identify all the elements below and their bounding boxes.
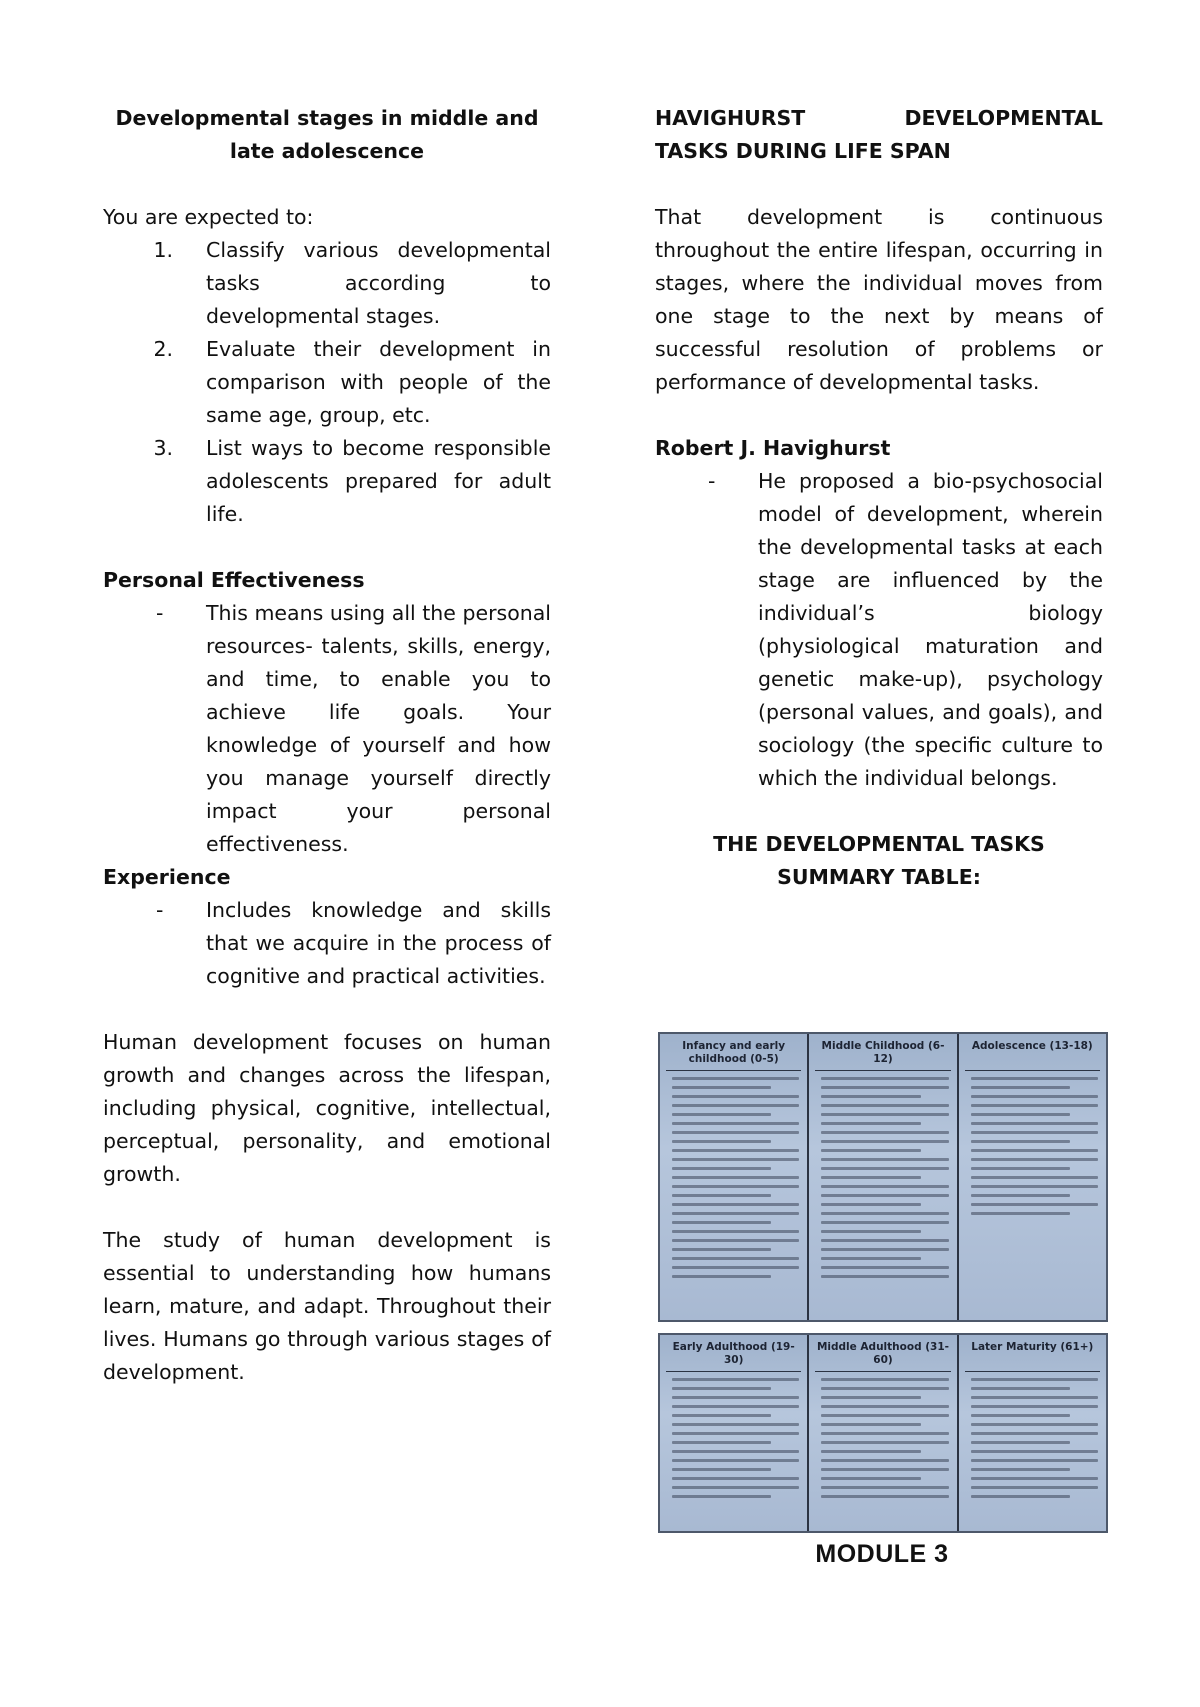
experience-item xyxy=(103,894,551,993)
left-column xyxy=(103,102,551,1389)
havighurst-text: He proposed a bio-psychosocial model of development, wherein the developmental tasks at each stage are influenced by the individual’s biology (physiological maturation and genetic make-up), psychology (personal values, and goals), and sociology (the specific culture to which the individual belongs. xyxy=(758,469,1103,790)
dash-marker: - xyxy=(156,601,164,625)
table-header-cell: Middle Adulthood (31-60) xyxy=(815,1341,950,1372)
table-header-cell: Adolescence (13-18) xyxy=(965,1040,1100,1071)
study-paragraph: The study of human development is essential to understanding how humans learn, mature, and adapt. Throughout their lives. Humans go through various stages of development. xyxy=(103,1228,551,1384)
table-column xyxy=(660,1034,809,1320)
summary-table-photo-2 xyxy=(658,1333,1108,1533)
table-header-cell: Infancy and early childhood (0-5) xyxy=(666,1040,801,1071)
objective-number: 2. xyxy=(153,337,173,361)
summary-table-title-line2: SUMMARY TABLE: xyxy=(777,865,981,889)
table-column xyxy=(660,1335,809,1531)
objective-item xyxy=(103,234,551,333)
right-column xyxy=(655,102,1103,894)
table-header-cell: Early Adulthood (19-30) xyxy=(666,1341,801,1372)
table-column xyxy=(959,1335,1106,1531)
module-label: MODULE 3 xyxy=(815,1540,949,1568)
personal-effectiveness-text: This means using all the personal resources- talents, skills, energy, and time, to enable you to achieve life goals. Your knowledge of yourself and how you manage yourself directly impact your personal effectiveness. xyxy=(206,601,551,856)
development-paragraph: That development is continuous throughout the entire lifespan, occurring in stages, where the individual moves from one stage to the next by means of successful resolution of problems or performance of developmental tasks. xyxy=(655,205,1103,394)
left-title-line2: late adolescence xyxy=(229,139,425,163)
summary-table-photo-1 xyxy=(658,1032,1108,1322)
experience-heading: Experience xyxy=(103,865,231,889)
summary-table-title-line1: THE DEVELOPMENTAL TASKS xyxy=(713,832,1045,856)
table-column xyxy=(809,1034,958,1320)
dash-marker: - xyxy=(156,898,164,922)
objective-text: List ways to become responsible adolescents prepared for adult life. xyxy=(206,436,551,526)
objective-item xyxy=(103,333,551,432)
table-header-cell: Later Maturity (61+) xyxy=(965,1341,1100,1372)
objective-number: 1. xyxy=(153,238,173,262)
havighurst-title-line1: HAVIGHURST DEVELOPMENTAL xyxy=(655,106,1103,130)
objective-item xyxy=(103,432,551,531)
experience-text: Includes knowledge and skills that we acquire in the process of cognitive and practical activities. xyxy=(206,898,551,988)
personal-effectiveness-heading: Personal Effectiveness xyxy=(103,568,365,592)
havighurst-title-line2: TASKS DURING LIFE SPAN xyxy=(655,139,951,163)
human-development-paragraph: Human development focuses on human growth and changes across the lifespan, including physical, cognitive, intellectual, perceptual, personality, and emotional growth. xyxy=(103,1030,551,1186)
table-column xyxy=(959,1034,1106,1320)
objective-text: Classify various developmental tasks according to developmental stages. xyxy=(206,238,551,328)
objectives-intro: You are expected to: xyxy=(103,205,314,229)
table-header-cell: Middle Childhood (6-12) xyxy=(815,1040,950,1071)
left-title-line1: Developmental stages in middle and xyxy=(115,106,539,130)
dash-marker: - xyxy=(708,469,716,493)
havighurst-item xyxy=(655,465,1103,795)
havighurst-heading: Robert J. Havighurst xyxy=(655,436,891,460)
personal-effectiveness-item xyxy=(103,597,551,861)
objective-text: Evaluate their development in comparison with people of the same age, group, etc. xyxy=(206,337,551,427)
table-column xyxy=(809,1335,958,1531)
objective-number: 3. xyxy=(153,436,173,460)
